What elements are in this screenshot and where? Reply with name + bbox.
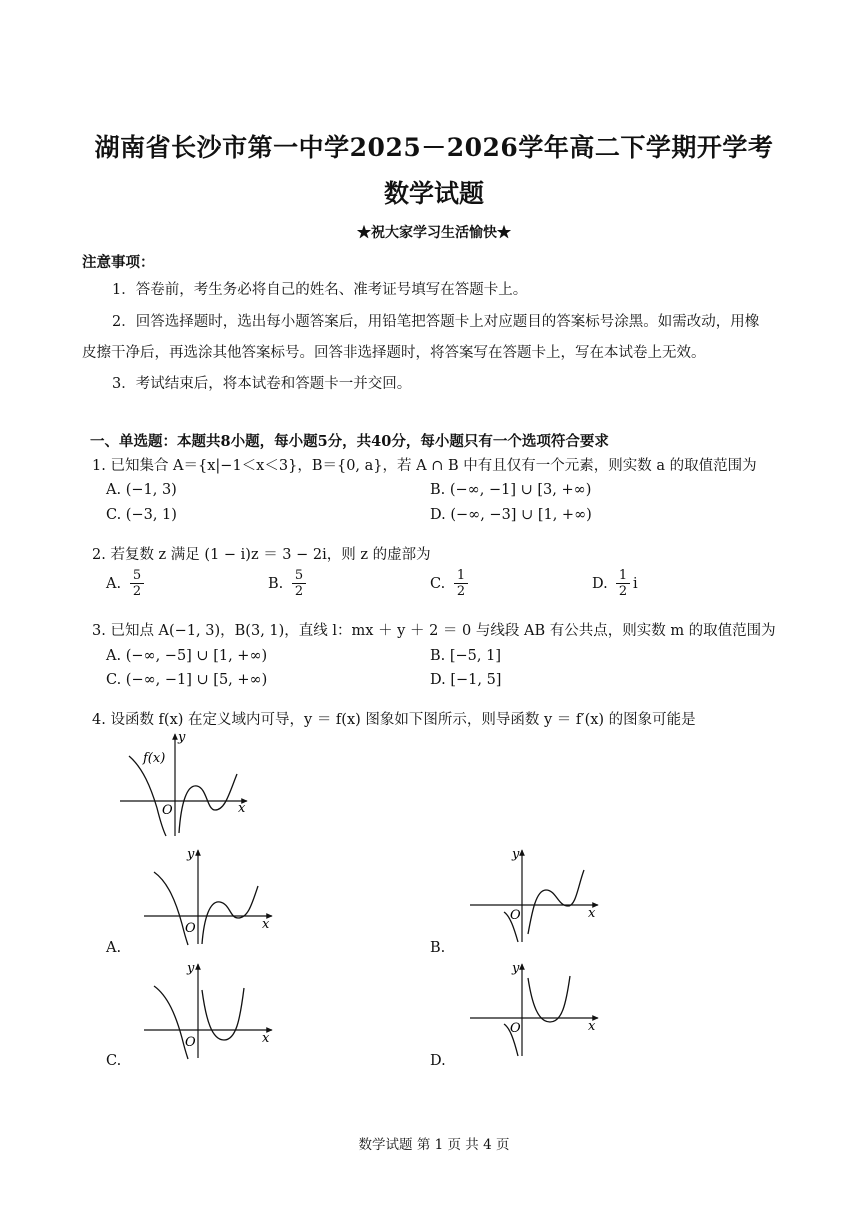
- question-4-option-a-graph: [140, 846, 280, 946]
- exam-subtitle: 数学试题: [383, 179, 484, 208]
- question-4-option-b: B.: [430, 940, 446, 956]
- option-a-left-branch: [154, 872, 188, 945]
- y-axis-label: y: [512, 847, 520, 862]
- page-footer: 数学试题 第 1 页 共 4 页: [358, 1137, 510, 1153]
- question-4-option-a: A.: [106, 940, 122, 956]
- origin-label: O: [185, 1035, 196, 1050]
- x-axis-label: x: [262, 1031, 270, 1046]
- option-b-right-branch: [528, 870, 584, 934]
- fraction-denominator: 2: [294, 584, 304, 599]
- question-3-option-a: A. (−∞, −5] ∪ [1, +∞): [106, 648, 268, 664]
- y-axis-label: y: [187, 961, 195, 976]
- fraction-denominator: 2: [132, 584, 142, 599]
- question-4-stem: 4. 设函数 f(x) 在定义域内可导，y ＝ f(x) 图象如下图所示，则导函数 y ＝ f′(x) 的图象可能是: [92, 712, 696, 728]
- origin-label: O: [162, 803, 173, 818]
- option-a-right-branch: [202, 886, 258, 944]
- y-axis-label: y: [512, 961, 520, 976]
- question-4-option-c-graph: [140, 960, 280, 1060]
- question-2-option-d-suffix: i: [633, 576, 638, 592]
- question-4-option-c: C.: [106, 1053, 122, 1069]
- fraction-numerator: 5: [292, 568, 306, 584]
- y-axis-label: y: [187, 847, 195, 862]
- question-3-option-d: D. [−1, 5]: [430, 672, 502, 688]
- x-axis-label: x: [262, 917, 270, 932]
- origin-label: O: [510, 1021, 521, 1036]
- notice-item-1: 1．答卷前，考生务必将自己的姓名、准考证号填写在答题卡上。: [112, 282, 528, 298]
- x-axis-label: x: [238, 801, 246, 816]
- question-1-option-a: A. (−1, 3): [106, 482, 177, 498]
- question-2-option-d: D.: [592, 576, 608, 592]
- section-heading: 一、单选题：本题共8小题，每小题5分，共40分，每小题只有一个选项符合要求: [90, 433, 609, 450]
- question-4-fx-graph: [115, 728, 255, 838]
- option-c-left-branch: [154, 986, 188, 1059]
- option-d-right-branch: [528, 976, 570, 1022]
- question-2-option-b: B.: [268, 576, 284, 592]
- x-axis-label: x: [588, 1019, 596, 1034]
- question-4-option-d: D.: [430, 1053, 446, 1069]
- notice-item-2-cont: 皮擦干净后，再选涂其他答案标号。回答非选择题时，将答案写在答题卡上，写在本试卷上无效。: [82, 345, 706, 361]
- option-c-right-branch: [202, 988, 244, 1040]
- question-2-option-c-fraction: [454, 568, 468, 599]
- fraction-numerator: 5: [130, 568, 144, 584]
- fx-label: f(x): [143, 751, 166, 766]
- question-1-stem: 1. 已知集合 A＝{x|−1＜x＜3}，B＝{0, a}，若 A ∩ B 中有且仅有一个元素，则实数 a 的取值范围为: [92, 458, 757, 474]
- exam-title: 湖南省长沙市第一中学2025－2026学年高二下学期开学考: [94, 133, 774, 162]
- notice-item-3: 3．考试结束后，将本试卷和答题卡一并交回。: [112, 376, 412, 392]
- question-1-option-d: D. (−∞, −3] ∪ [1, +∞): [430, 507, 592, 523]
- question-3-option-c: C. (−∞, −1] ∪ [5, +∞): [106, 672, 268, 688]
- fraction-numerator: 1: [454, 568, 468, 584]
- question-2-option-d-fraction: [616, 568, 630, 599]
- exam-motto: ★祝大家学习生活愉快★: [357, 225, 511, 241]
- question-1-option-b: B. (−∞, −1] ∪ [3, +∞): [430, 482, 592, 498]
- fraction-denominator: 2: [456, 584, 466, 599]
- question-2-option-c: C.: [430, 576, 446, 592]
- y-axis-label: y: [178, 730, 186, 745]
- origin-label: O: [510, 908, 521, 923]
- question-2-option-a-fraction: [130, 568, 144, 599]
- fx-right-branch: [179, 774, 237, 833]
- question-2-option-a: A.: [106, 576, 122, 592]
- question-3-stem: 3. 已知点 A(−1, 3)，B(3, 1)，直线 l：mx ＋ y ＋ 2 ＝ 0 与线段 AB 有公共点，则实数 m 的取值范围为: [92, 623, 776, 639]
- question-4-option-d-graph: [466, 960, 606, 1060]
- fx-left-branch: [129, 756, 166, 836]
- origin-label: O: [185, 921, 196, 936]
- question-4-option-b-graph: [466, 846, 606, 946]
- fraction-denominator: 2: [618, 584, 628, 599]
- notice-heading: 注意事项：: [82, 254, 155, 271]
- x-axis-label: x: [588, 906, 596, 921]
- question-3-option-b: B. [−5, 1]: [430, 648, 502, 664]
- question-2-option-b-fraction: [292, 568, 306, 599]
- question-1-option-c: C. (−3, 1): [106, 507, 177, 523]
- question-2-stem: 2. 若复数 z 满足 (1 − i)z ＝ 3 − 2i，则 z 的虚部为: [92, 547, 431, 563]
- fraction-numerator: 1: [616, 568, 630, 584]
- notice-item-2: 2．回答选择题时，选出每小题答案后，用铅笔把答题卡上对应题目的答案标号涂黑。如需改动，用橡: [112, 314, 760, 330]
